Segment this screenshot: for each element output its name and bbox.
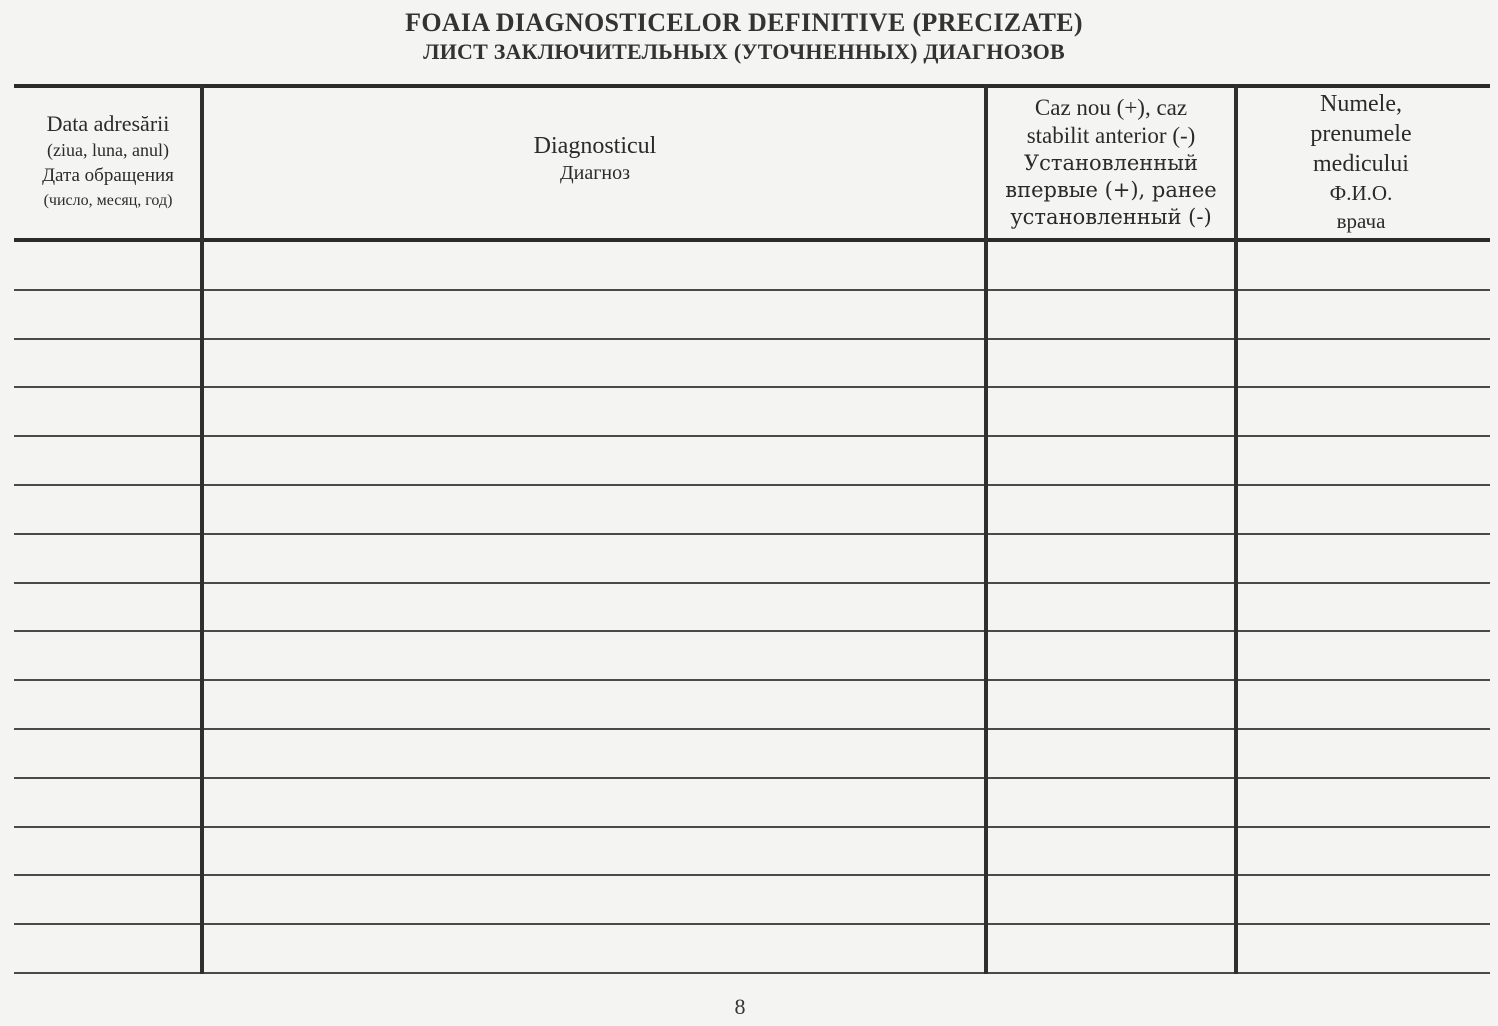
column-divider-3 [1234,84,1238,974]
page-number: 8 [734,994,746,1019]
header-doctor-ru-line1: Ф.И.О. [1329,181,1393,205]
row-separator [14,826,1490,828]
row-separator [14,728,1490,730]
table-top-border [14,84,1490,88]
diagnoses-table [14,84,1490,974]
row-separator [14,923,1490,925]
header-diagnosis [204,84,986,240]
row-separator [14,484,1490,486]
header-case-ro-line1: Caz nou (+), caz [1034,94,1188,120]
header-date-ro: Data adresării [46,111,170,136]
column-divider-2 [984,84,988,974]
form-title [0,8,1488,66]
header-case-ro-line2: stabilit anterior (-) [1026,122,1196,148]
row-separator [14,679,1490,681]
header-doctor [1236,84,1486,240]
row-separator [14,289,1490,291]
title-russian: ЛИСТ ЗАКЛЮЧИТЕЛЬНЫХ (УТОЧНЕННЫХ) ДИАГНОЗОВ [423,39,1065,64]
header-doctor-ro-line2: prenumele [1310,121,1412,147]
row-separator [14,386,1490,388]
header-doctor-ro-line3: medicului [1313,151,1409,177]
header-doctor-ro-line1: Numele, [1320,91,1402,117]
header-doctor-ru-line2: врача [1336,209,1386,233]
row-separator [14,338,1490,340]
row-separator [14,630,1490,632]
row-separator [14,533,1490,535]
row-separator [14,777,1490,779]
header-bottom-border [14,238,1490,242]
header-case-type [988,84,1234,240]
title-romanian: FOAIA DIAGNOSTICELOR DEFINITIVE (PRECIZATE) [405,8,1083,37]
header-case-ru-line2: впервые (+), ранее [1005,177,1217,202]
header-date-ru-sub: (число, месяц, год) [43,192,173,209]
column-divider-1 [200,84,204,974]
table-bottom-border [14,972,1490,974]
header-diagnosis-ru: Диагноз [559,162,631,184]
header-case-ru-line3: установленный (-) [1010,204,1212,229]
header-date-ru: Дата обращения [42,165,174,186]
header-case-ru-line1: Установленный [1023,150,1198,175]
header-date-ro-sub: (ziua, luna, anul) [47,140,169,160]
header-date [14,84,202,240]
row-separator [14,435,1490,437]
header-diagnosis-ro: Diagnosticul [533,133,657,159]
row-separator [14,874,1490,876]
row-separator [14,582,1490,584]
